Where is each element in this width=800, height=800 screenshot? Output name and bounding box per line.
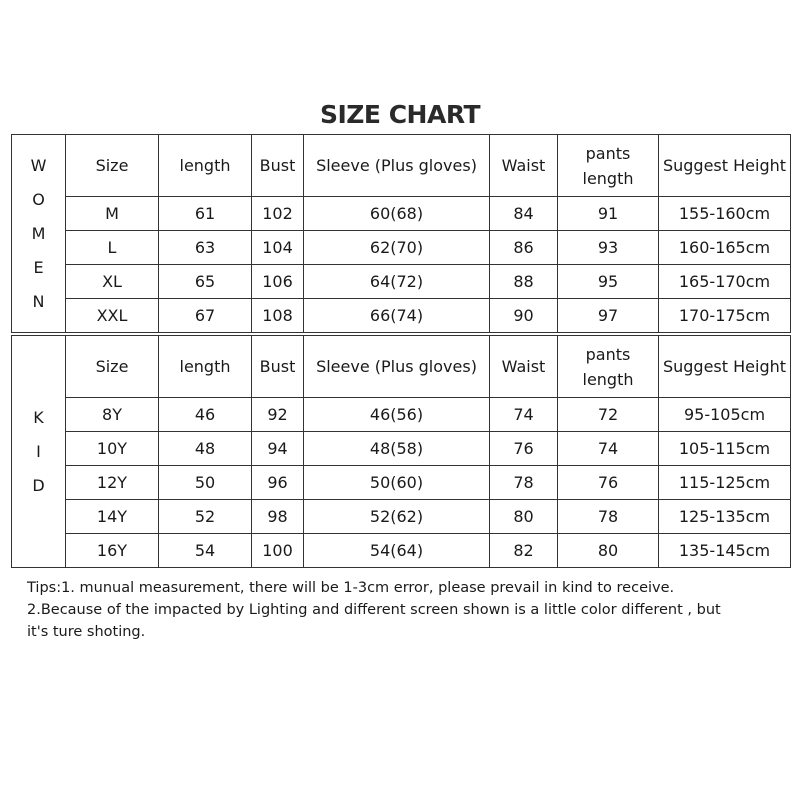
cell-pants-length: 78 — [558, 500, 659, 534]
cell-pants-length: 72 — [558, 398, 659, 432]
cell-size: 16Y — [66, 534, 159, 568]
tips-line: Tips:1. munual measurement, there will be 1-3cm error, please prevail in kind to receive. — [27, 580, 675, 596]
header-length: length — [159, 135, 252, 197]
table-header-row — [12, 336, 791, 398]
cell-length: 54 — [159, 534, 252, 568]
cell-bust: 98 — [252, 500, 304, 534]
cell-suggest-height: 135-145cm — [659, 534, 791, 568]
tips-line: 2.Because of the impacted by Lighting and different screen shown is a little color different , but — [27, 602, 721, 618]
table-row — [12, 265, 791, 299]
cell-waist: 78 — [490, 466, 558, 500]
tips-line: it's ture shoting. — [27, 624, 146, 640]
cell-size: M — [66, 197, 159, 231]
cell-sleeve: 46(56) — [304, 398, 490, 432]
cell-length: 65 — [159, 265, 252, 299]
table-row — [12, 398, 791, 432]
header-sleeve: Sleeve (Plus gloves) — [304, 336, 490, 398]
label-letter: O — [32, 189, 45, 209]
label-letter: W — [30, 155, 47, 175]
table-row — [12, 231, 791, 265]
cell-suggest-height: 105-115cm — [659, 432, 791, 466]
cell-length: 50 — [159, 466, 252, 500]
header-bust: Bust — [252, 135, 304, 197]
cell-suggest-height: 125-135cm — [659, 500, 791, 534]
cell-bust: 104 — [252, 231, 304, 265]
cell-bust: 92 — [252, 398, 304, 432]
cell-sleeve: 66(74) — [304, 299, 490, 333]
header-suggest-height: Suggest Height — [659, 336, 791, 398]
cell-sleeve: 62(70) — [304, 231, 490, 265]
cell-suggest-height: 170-175cm — [659, 299, 791, 333]
tips-note — [27, 577, 787, 643]
label-letter: D — [32, 475, 45, 495]
cell-suggest-height: 165-170cm — [659, 265, 791, 299]
cell-pants-length: 97 — [558, 299, 659, 333]
cell-pants-length: 76 — [558, 466, 659, 500]
table-row — [12, 466, 791, 500]
cell-sleeve: 54(64) — [304, 534, 490, 568]
cell-size: L — [66, 231, 159, 265]
cell-bust: 106 — [252, 265, 304, 299]
cell-waist: 84 — [490, 197, 558, 231]
header-size: Size — [66, 336, 159, 398]
page-title: SIZE CHART — [319, 100, 480, 129]
cell-suggest-height: 115-125cm — [659, 466, 791, 500]
cell-bust: 94 — [252, 432, 304, 466]
table-row — [12, 432, 791, 466]
cell-bust: 100 — [252, 534, 304, 568]
cell-suggest-height: 155-160cm — [659, 197, 791, 231]
cell-sleeve: 48(58) — [304, 432, 490, 466]
table-row — [12, 500, 791, 534]
header-pants-length: pants length — [558, 336, 659, 398]
header-bust: Bust — [252, 336, 304, 398]
label-letter: E — [33, 257, 44, 277]
cell-suggest-height: 95-105cm — [659, 398, 791, 432]
cell-size: 10Y — [66, 432, 159, 466]
cell-bust: 96 — [252, 466, 304, 500]
table-header-row — [12, 135, 791, 197]
cell-length: 61 — [159, 197, 252, 231]
cell-length: 63 — [159, 231, 252, 265]
cell-waist: 74 — [490, 398, 558, 432]
cell-size: XL — [66, 265, 159, 299]
cell-pants-length: 95 — [558, 265, 659, 299]
table-row — [12, 197, 791, 231]
cell-length: 52 — [159, 500, 252, 534]
cell-sleeve: 60(68) — [304, 197, 490, 231]
label-letter: N — [32, 291, 45, 311]
cell-waist: 88 — [490, 265, 558, 299]
cell-sleeve: 64(72) — [304, 265, 490, 299]
cell-bust: 102 — [252, 197, 304, 231]
cell-size: 8Y — [66, 398, 159, 432]
cell-length: 67 — [159, 299, 252, 333]
table-row — [12, 534, 791, 568]
kid-size-table — [11, 335, 791, 568]
header-length: length — [159, 336, 252, 398]
cell-pants-length: 91 — [558, 197, 659, 231]
label-letter: M — [31, 223, 46, 243]
cell-length: 48 — [159, 432, 252, 466]
women-label — [12, 135, 66, 333]
cell-waist: 80 — [490, 500, 558, 534]
label-letter: I — [36, 441, 41, 461]
cell-pants-length: 80 — [558, 534, 659, 568]
cell-sleeve: 52(62) — [304, 500, 490, 534]
cell-waist: 76 — [490, 432, 558, 466]
cell-waist: 82 — [490, 534, 558, 568]
cell-size: 12Y — [66, 466, 159, 500]
header-size: Size — [66, 135, 159, 197]
cell-sleeve: 50(60) — [304, 466, 490, 500]
header-suggest-height: Suggest Height — [659, 135, 791, 197]
header-pants-length: pants length — [558, 135, 659, 197]
header-sleeve: Sleeve (Plus gloves) — [304, 135, 490, 197]
label-letter: K — [33, 407, 44, 427]
cell-pants-length: 93 — [558, 231, 659, 265]
header-waist: Waist — [490, 135, 558, 197]
table-row — [12, 299, 791, 333]
cell-waist: 86 — [490, 231, 558, 265]
cell-size: XXL — [66, 299, 159, 333]
cell-waist: 90 — [490, 299, 558, 333]
cell-suggest-height: 160-165cm — [659, 231, 791, 265]
women-size-table — [11, 134, 791, 333]
cell-size: 14Y — [66, 500, 159, 534]
header-waist: Waist — [490, 336, 558, 398]
kid-label — [12, 336, 66, 568]
cell-bust: 108 — [252, 299, 304, 333]
cell-length: 46 — [159, 398, 252, 432]
cell-pants-length: 74 — [558, 432, 659, 466]
